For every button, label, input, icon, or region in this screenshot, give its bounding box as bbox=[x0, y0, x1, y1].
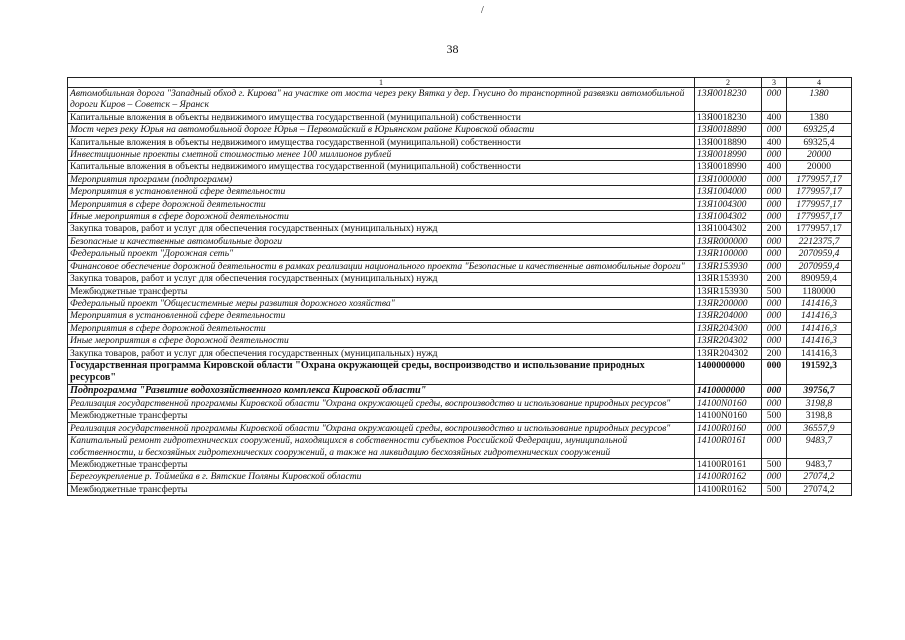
row-name-cell: Инвестиционные проекты сметной стоимостью менее 100 миллионов рублей bbox=[68, 149, 695, 161]
table-row bbox=[68, 359, 852, 384]
row-name-cell: Мероприятия программ (подпрограмм) bbox=[68, 173, 695, 185]
row-name-cell: Закупка товаров, работ и услуг для обеспечения государственных (муниципальных) нужд bbox=[68, 273, 695, 285]
row-sum-cell: 9483,7 bbox=[787, 458, 852, 470]
table-row bbox=[68, 471, 852, 483]
row-code-cell: 13ЯR204302 bbox=[695, 335, 762, 347]
row-sum-cell: 2070959,4 bbox=[787, 260, 852, 272]
row-code-cell: 13ЯR153930 bbox=[695, 273, 762, 285]
row-type-cell: 500 bbox=[762, 483, 787, 495]
row-sum-cell: 141416,3 bbox=[787, 335, 852, 347]
row-type-cell: 000 bbox=[762, 198, 787, 210]
row-name-cell: Мероприятия в установленной сфере деятельности bbox=[68, 310, 695, 322]
table-row bbox=[68, 88, 852, 112]
row-type-cell: 400 bbox=[762, 161, 787, 173]
table-row bbox=[68, 223, 852, 235]
row-sum-cell: 69325,4 bbox=[787, 124, 852, 136]
row-type-cell: 400 bbox=[762, 111, 787, 123]
budget-table bbox=[67, 77, 852, 496]
row-name-cell: Иные мероприятия в сфере дорожной деятельности bbox=[68, 335, 695, 347]
row-type-cell: 000 bbox=[762, 310, 787, 322]
row-sum-cell: 20000 bbox=[787, 149, 852, 161]
row-code-cell: 13Я0018890 bbox=[695, 136, 762, 148]
table-row bbox=[68, 149, 852, 161]
table-row bbox=[68, 310, 852, 322]
row-name-cell: Федеральный проект "Общесистемные меры развития дорожного хозяйства" bbox=[68, 297, 695, 309]
row-sum-cell: 20000 bbox=[787, 161, 852, 173]
row-type-cell: 000 bbox=[762, 124, 787, 136]
row-name-cell: Федеральный проект "Дорожная сеть" bbox=[68, 248, 695, 260]
row-name-cell: Финансовое обеспечение дорожной деятельности в рамках реализации национального проекта "Безопасные и качественные автомобильные дороги" bbox=[68, 260, 695, 272]
row-sum-cell: 39756,7 bbox=[787, 384, 852, 397]
row-code-cell: 13Я1004302 bbox=[695, 211, 762, 223]
row-sum-cell: 2070959,4 bbox=[787, 248, 852, 260]
row-type-cell: 000 bbox=[762, 397, 787, 409]
row-sum-cell: 141416,3 bbox=[787, 297, 852, 309]
row-name-cell: Закупка товаров, работ и услуг для обеспечения государственных (муниципальных) нужд bbox=[68, 347, 695, 359]
row-type-cell: 000 bbox=[762, 173, 787, 185]
row-name-cell: Мероприятия в сфере дорожной деятельности bbox=[68, 198, 695, 210]
row-name-cell: Реализация государственной программы Кировской области "Охрана окружающей среды, воспроизводство и использование природных ресурсов" bbox=[68, 422, 695, 434]
header-cell: 3 bbox=[762, 78, 787, 88]
row-type-cell: 500 bbox=[762, 410, 787, 422]
row-type-cell: 200 bbox=[762, 223, 787, 235]
row-sum-cell: 1779957,17 bbox=[787, 173, 852, 185]
row-sum-cell: 2212375,7 bbox=[787, 235, 852, 247]
row-name-cell: Межбюджетные трансферты bbox=[68, 410, 695, 422]
row-name-cell: Капитальный ремонт гидротехнических сооружений, находящихся в собственности субъектов Российской Федерации, муниципальной собственности, и бесхозяйных гидротехнических сооружений, а также на ликвидацию бесхозяйных гидротехнических сооружений bbox=[68, 435, 695, 459]
row-code-cell: 13ЯR153930 bbox=[695, 285, 762, 297]
table-row bbox=[68, 458, 852, 470]
row-name-cell: Безопасные и качественные автомобильные дороги bbox=[68, 235, 695, 247]
row-sum-cell: 3198,8 bbox=[787, 410, 852, 422]
row-sum-cell: 1779957,17 bbox=[787, 211, 852, 223]
row-code-cell: 13ЯR100000 bbox=[695, 248, 762, 260]
row-type-cell: 000 bbox=[762, 335, 787, 347]
row-code-cell: 13ЯR204300 bbox=[695, 322, 762, 334]
row-name-cell: Автомобильная дорога "Западный обход г. Кирова" на участке от моста через реку Вятка у дер. Гнусино до транспортной развязки автомобильной дороги Киров – Советск – Яранск bbox=[68, 88, 695, 112]
header-cell: 4 bbox=[787, 78, 852, 88]
table-row bbox=[68, 211, 852, 223]
row-type-cell: 000 bbox=[762, 260, 787, 272]
table-row bbox=[68, 111, 852, 123]
row-sum-cell: 1779957,17 bbox=[787, 198, 852, 210]
header-cell: 1 bbox=[68, 78, 695, 88]
table-row bbox=[68, 435, 852, 459]
row-type-cell: 500 bbox=[762, 285, 787, 297]
table-row bbox=[68, 136, 852, 148]
table-row bbox=[68, 161, 852, 173]
table-row bbox=[68, 410, 852, 422]
row-sum-cell: 1380 bbox=[787, 111, 852, 123]
row-name-cell: Межбюджетные трансферты bbox=[68, 458, 695, 470]
row-code-cell: 13Я1000000 bbox=[695, 173, 762, 185]
table-row bbox=[68, 483, 852, 495]
page-number: 38 bbox=[446, 42, 459, 56]
row-type-cell: 000 bbox=[762, 422, 787, 434]
table-row bbox=[68, 186, 852, 198]
table-header-row bbox=[68, 78, 852, 88]
row-code-cell: 14100R0161 bbox=[695, 458, 762, 470]
table-row bbox=[68, 235, 852, 247]
row-code-cell: 14100N0160 bbox=[695, 397, 762, 409]
row-type-cell: 000 bbox=[762, 248, 787, 260]
row-code-cell: 13ЯR000000 bbox=[695, 235, 762, 247]
row-sum-cell: 69325,4 bbox=[787, 136, 852, 148]
row-name-cell: Государственная программа Кировской области "Охрана окружающей среды, воспроизводство и использование природных ресурсов" bbox=[68, 359, 695, 384]
row-sum-cell: 3198,8 bbox=[787, 397, 852, 409]
row-code-cell: 13Я0018230 bbox=[695, 111, 762, 123]
row-sum-cell: 141416,3 bbox=[787, 322, 852, 334]
row-type-cell: 000 bbox=[762, 235, 787, 247]
row-code-cell: 1400000000 bbox=[695, 359, 762, 384]
table-row bbox=[68, 322, 852, 334]
row-name-cell: Мероприятия в сфере дорожной деятельности bbox=[68, 322, 695, 334]
table-row bbox=[68, 347, 852, 359]
table-row bbox=[68, 273, 852, 285]
header-cell: 2 bbox=[695, 78, 762, 88]
row-sum-cell: 1380 bbox=[787, 88, 852, 112]
row-type-cell: 000 bbox=[762, 384, 787, 397]
row-sum-cell: 27074,2 bbox=[787, 483, 852, 495]
row-code-cell: 14100N0160 bbox=[695, 410, 762, 422]
row-sum-cell: 9483,7 bbox=[787, 435, 852, 459]
row-code-cell: 13ЯR200000 bbox=[695, 297, 762, 309]
row-type-cell: 000 bbox=[762, 297, 787, 309]
row-sum-cell: 1180000 bbox=[787, 285, 852, 297]
table-row bbox=[68, 198, 852, 210]
row-code-cell: 13Я0018890 bbox=[695, 124, 762, 136]
row-code-cell: 14100R0162 bbox=[695, 483, 762, 495]
table-row bbox=[68, 124, 852, 136]
row-name-cell: Межбюджетные трансферты bbox=[68, 483, 695, 495]
row-code-cell: 1410000000 bbox=[695, 384, 762, 397]
row-type-cell: 000 bbox=[762, 186, 787, 198]
row-code-cell: 14100R0161 bbox=[695, 435, 762, 459]
row-type-cell: 000 bbox=[762, 88, 787, 112]
table-row bbox=[68, 397, 852, 409]
row-code-cell: 13Я0018990 bbox=[695, 149, 762, 161]
row-name-cell: Капитальные вложения в объекты недвижимого имущества государственной (муниципальной) собственности bbox=[68, 136, 695, 148]
table-row bbox=[68, 297, 852, 309]
row-name-cell: Мероприятия в установленной сфере деятельности bbox=[68, 186, 695, 198]
row-code-cell: 13ЯR204302 bbox=[695, 347, 762, 359]
row-name-cell: Реализация государственной программы Кировской области "Охрана окружающей среды, воспроизводство и использование природных ресурсов" bbox=[68, 397, 695, 409]
row-code-cell: 13Я0018230 bbox=[695, 88, 762, 112]
row-type-cell: 400 bbox=[762, 136, 787, 148]
row-code-cell: 14100R0160 bbox=[695, 422, 762, 434]
row-code-cell: 13Я0018990 bbox=[695, 161, 762, 173]
row-type-cell: 200 bbox=[762, 347, 787, 359]
table-row bbox=[68, 384, 852, 397]
row-name-cell: Мост через реку Юрья на автомобильной дороге Юрья – Первомайский в Юрьянском районе Кировской области bbox=[68, 124, 695, 136]
table-row bbox=[68, 285, 852, 297]
row-code-cell: 13ЯR153930 bbox=[695, 260, 762, 272]
row-sum-cell: 141416,3 bbox=[787, 310, 852, 322]
row-sum-cell: 890959,4 bbox=[787, 273, 852, 285]
row-type-cell: 000 bbox=[762, 322, 787, 334]
table-row bbox=[68, 248, 852, 260]
row-type-cell: 000 bbox=[762, 149, 787, 161]
row-code-cell: 13ЯR204000 bbox=[695, 310, 762, 322]
row-code-cell: 13Я1004000 bbox=[695, 186, 762, 198]
row-code-cell: 13Я1004300 bbox=[695, 198, 762, 210]
table-row bbox=[68, 422, 852, 434]
row-sum-cell: 191592,3 bbox=[787, 359, 852, 384]
row-type-cell: 000 bbox=[762, 359, 787, 384]
row-sum-cell: 1779957,17 bbox=[787, 223, 852, 235]
row-code-cell: 13Я1004302 bbox=[695, 223, 762, 235]
row-name-cell: Подпрограмма "Развитие водохозяйственного комплекса Кировской области" bbox=[68, 384, 695, 397]
row-type-cell: 000 bbox=[762, 471, 787, 483]
row-name-cell: Капитальные вложения в объекты недвижимого имущества государственной (муниципальной) собственности bbox=[68, 111, 695, 123]
row-sum-cell: 1779957,17 bbox=[787, 186, 852, 198]
row-name-cell: Иные мероприятия в сфере дорожной деятельности bbox=[68, 211, 695, 223]
row-sum-cell: 27074,2 bbox=[787, 471, 852, 483]
table-row bbox=[68, 335, 852, 347]
table-row bbox=[68, 173, 852, 185]
row-sum-cell: 141416,3 bbox=[787, 347, 852, 359]
table-row bbox=[68, 260, 852, 272]
row-type-cell: 500 bbox=[762, 458, 787, 470]
row-name-cell: Межбюджетные трансферты bbox=[68, 285, 695, 297]
row-type-cell: 000 bbox=[762, 435, 787, 459]
row-sum-cell: 36557,9 bbox=[787, 422, 852, 434]
row-name-cell: Закупка товаров, работ и услуг для обеспечения государственных (муниципальных) нужд bbox=[68, 223, 695, 235]
row-type-cell: 000 bbox=[762, 211, 787, 223]
page-mark: / bbox=[481, 5, 484, 16]
row-code-cell: 14100R0162 bbox=[695, 471, 762, 483]
row-name-cell: Капитальные вложения в объекты недвижимого имущества государственной (муниципальной) собственности bbox=[68, 161, 695, 173]
row-name-cell: Берегоукрепление р. Тоймейка в г. Вятские Поляны Кировской области bbox=[68, 471, 695, 483]
row-type-cell: 200 bbox=[762, 273, 787, 285]
